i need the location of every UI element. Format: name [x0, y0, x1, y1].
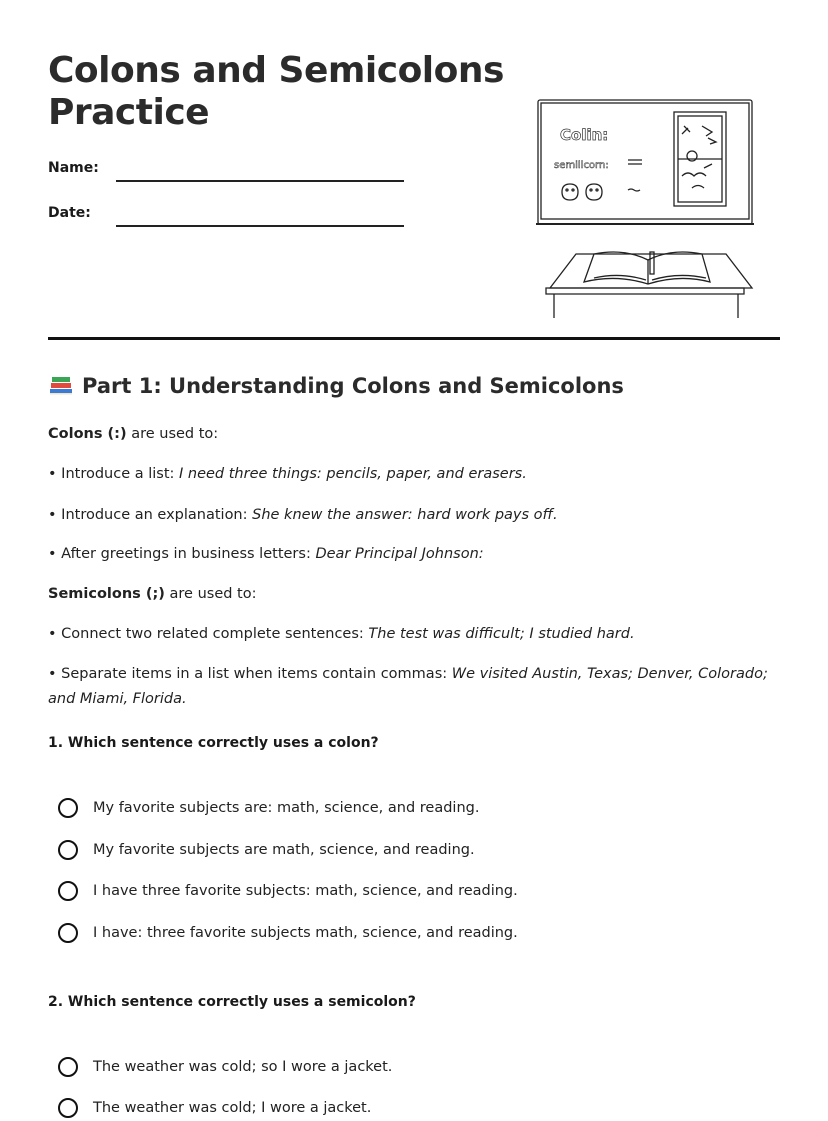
semicolon-rule-example: We visited Austin, Texas; Denver, Colorado; and Miami, Florida.: [48, 666, 768, 707]
colon-rule-example: She knew the answer: hard work pays off.: [252, 507, 558, 523]
name-field: [48, 160, 99, 176]
semicolons-intro-rest: are used to:: [164, 586, 257, 602]
colon-rule-example: I need three things: pencils, paper, and erasers.: [179, 466, 527, 482]
question-1-option-b[interactable]: [58, 837, 475, 863]
semicolon-rule-example: The test was difficult; I studied hard.: [368, 626, 635, 642]
board-text-semicolon: semillcorn:: [554, 160, 609, 171]
classroom-illustration: [532, 96, 758, 322]
section-divider: [48, 337, 780, 340]
colons-intro-rest: are used to:: [126, 426, 219, 442]
worksheet-title: Colons and Semicolons Practice: [48, 50, 504, 133]
option-text: The weather was cold; I wore a jacket.: [93, 1100, 372, 1116]
radio-button[interactable]: [58, 1057, 78, 1077]
question-1-option-a[interactable]: [58, 795, 479, 821]
board-text-colin: Colin:: [560, 126, 609, 144]
question-2-option-b[interactable]: [58, 1095, 371, 1121]
option-text: My favorite subjects are math, science, and reading.: [93, 842, 475, 858]
semicolon-rule-sentences: [48, 622, 768, 647]
option-text: My favorite subjects are: math, science, and reading.: [93, 800, 480, 816]
question-1-prompt: 1. Which sentence correctly uses a colon?: [48, 735, 379, 751]
semicolon-rule-label: • Separate items in a list when items contain commas:: [48, 666, 452, 682]
question-1-option-c[interactable]: [58, 878, 518, 904]
question-2-option-a[interactable]: [58, 1054, 392, 1080]
question-2-prompt: 2. Which sentence correctly uses a semicolon?: [48, 994, 416, 1010]
option-text: I have: three favorite subjects math, science, and reading.: [93, 925, 518, 941]
colons-term: Colons (:): [48, 426, 127, 442]
radio-button[interactable]: [58, 923, 78, 943]
option-text: I have three favorite subjects: math, science, and reading.: [93, 883, 518, 899]
semicolon-rule-label: • Connect two related complete sentences:: [48, 626, 369, 642]
radio-button[interactable]: [58, 1098, 78, 1118]
radio-button[interactable]: [58, 798, 78, 818]
colon-rule-example: Dear Principal Johnson:: [315, 546, 484, 562]
part1-heading: [48, 374, 624, 398]
books-icon: [48, 374, 74, 396]
colon-rule-explanation: [48, 503, 768, 528]
date-label: Date:: [48, 205, 91, 221]
radio-button[interactable]: [58, 840, 78, 860]
option-text: The weather was cold; so I wore a jacket.: [93, 1059, 393, 1075]
date-field: [48, 205, 91, 221]
semicolon-rule-list: [48, 662, 768, 712]
colon-rule-list: [48, 462, 768, 487]
question-1-option-d[interactable]: [58, 920, 518, 946]
semicolons-term: Semicolons (;): [48, 586, 165, 602]
colon-rule-label: • Introduce an explanation:: [48, 507, 253, 523]
colon-rule-label: • After greetings in business letters:: [48, 546, 316, 562]
name-line: [116, 180, 404, 182]
colons-intro: [48, 422, 768, 447]
colon-rule-label: • Introduce a list:: [48, 466, 180, 482]
colon-rule-greeting: [48, 542, 768, 567]
date-line: [116, 225, 404, 227]
part1-heading-text: Part 1: Understanding Colons and Semicolons: [82, 374, 624, 398]
radio-button[interactable]: [58, 881, 78, 901]
name-label: Name:: [48, 160, 99, 176]
semicolons-intro: [48, 582, 768, 607]
